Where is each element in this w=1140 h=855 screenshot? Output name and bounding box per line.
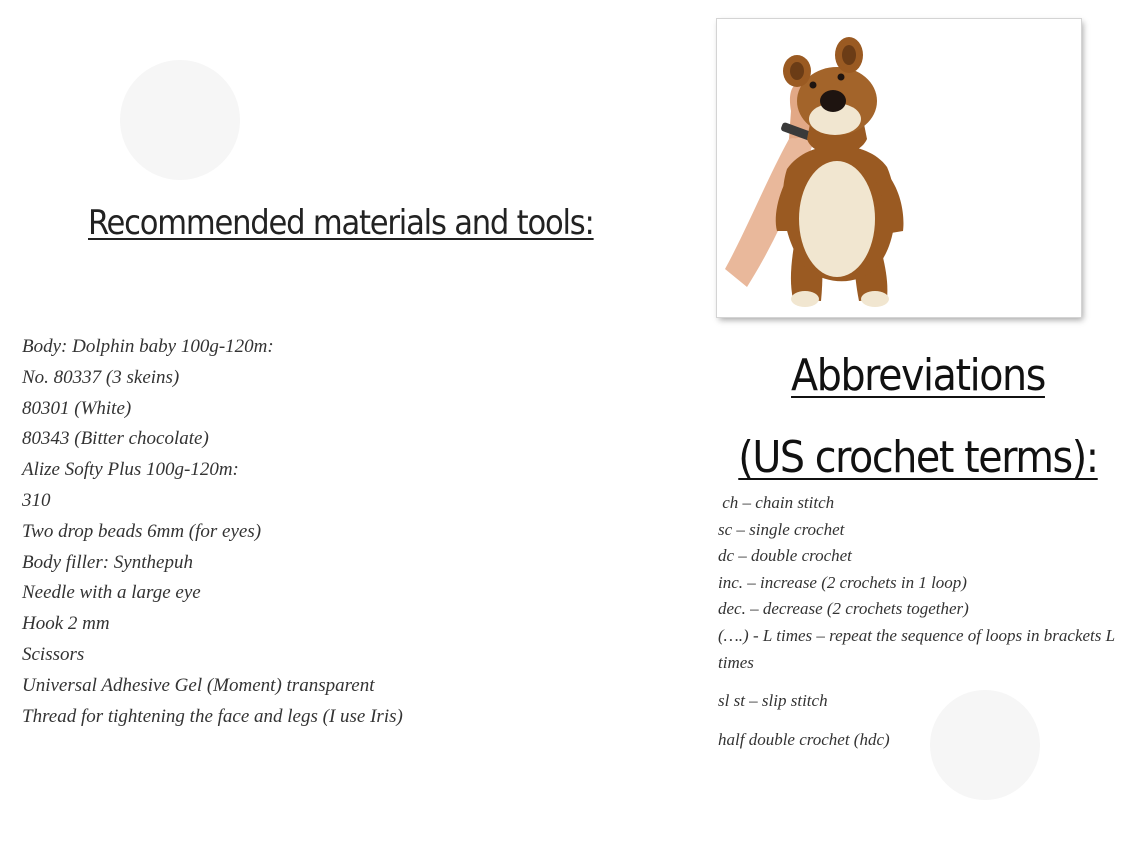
list-item: (….) - L times – repeat the sequence of loops in brackets L times <box>718 625 1115 672</box>
abbreviations-title-line2: (US crochet terms): <box>738 432 1098 483</box>
bear-nose <box>820 90 846 112</box>
list-item: ch – chain stitch <box>718 493 835 512</box>
list-item: dec. – decrease (2 crochets together) <box>718 599 969 619</box>
list-item: Needle with a large eye <box>22 582 201 604</box>
right-foot <box>861 291 889 307</box>
abbreviations-title-line1: Abbreviations <box>791 350 1045 401</box>
list-item: 310 <box>22 489 51 511</box>
bear-photo <box>717 19 1081 317</box>
list-item: Body: Dolphin baby 100g-120m: <box>22 336 274 357</box>
bear-eye <box>810 82 817 89</box>
left-foot <box>791 291 819 307</box>
bear-belly <box>799 161 875 277</box>
list-item: Scissors <box>22 643 85 665</box>
crochet-bear-illustration <box>717 19 1081 317</box>
list-item: half double crochet (hdc) <box>718 729 890 749</box>
list-item: Alize Softy Plus 100g-120m: <box>22 459 239 481</box>
list-item: inc. – increase (2 crochets in 1 loop) <box>718 572 967 592</box>
watermark-mark <box>120 60 240 180</box>
list-item: No. 80337 (3 skeins) <box>22 366 180 388</box>
list-item: Thread for tightening the face and legs (I use Iris) <box>22 705 403 727</box>
list-item: dc – double crochet <box>718 546 852 566</box>
bear-eye <box>838 74 845 81</box>
bear-ear-inner <box>790 62 804 80</box>
list-item: Body filler: Synthepuh <box>22 551 193 573</box>
list-item: Universal Adhesive Gel (Moment) transparent <box>22 674 375 696</box>
materials-list <box>22 332 403 732</box>
list-item: Hook 2 mm <box>22 613 110 635</box>
abbreviations-list <box>718 490 1128 753</box>
materials-heading: Recommended materials and tools: <box>88 203 594 243</box>
list-item: 80343 (Bitter chocolate) <box>22 428 209 450</box>
list-item: 80301 (White) <box>22 397 132 419</box>
list-item: sl st – slip stitch <box>718 691 828 711</box>
list-item: sc – single crochet <box>718 519 845 539</box>
bear-ear-inner <box>842 45 856 65</box>
abbreviations-title <box>718 335 1118 499</box>
list-item: Two drop beads 6mm (for eyes) <box>22 520 262 542</box>
